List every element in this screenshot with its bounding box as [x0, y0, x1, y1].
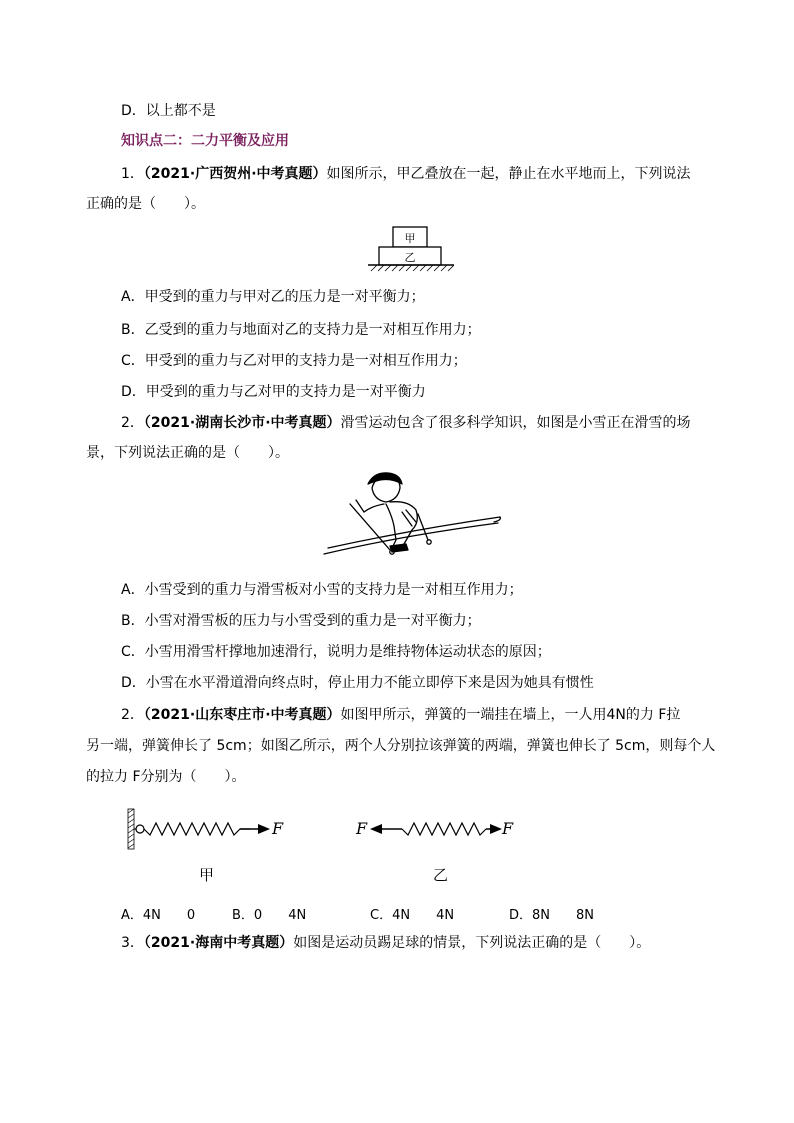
question-3-line-1	[121, 705, 680, 725]
ski-pole-2	[418, 514, 428, 540]
q2-option-d: D．小雪在水平滑道滑向终点时，停止用力不能立即停下来是因为她具有惯性	[121, 675, 594, 691]
question-text: 如图所示，甲乙叠放在一起，静止在水平地而上，下列说法	[326, 166, 691, 182]
question-source: （2021·山东枣庄市·中考真题）	[143, 707, 341, 723]
spring-two-way-figure	[352, 812, 522, 846]
q3-option-a: A．4N 0	[121, 908, 196, 923]
question-source: （2021·广西贺州·中考真题）	[143, 166, 327, 182]
stacked-blocks-figure	[368, 222, 454, 272]
question-2-line-1	[121, 413, 691, 433]
question-number: 3．	[121, 935, 144, 951]
figure-caption-jia: 甲	[199, 866, 215, 884]
question-text: 滑雪运动包含了很多科学知识，如图是小雪正在滑雪的场	[340, 415, 691, 431]
force-label: F	[272, 819, 284, 838]
q3-option-c: C．4N 4N	[370, 908, 455, 923]
pole-grip	[356, 500, 364, 512]
question-number: 1．	[121, 166, 144, 182]
q1-option-d: D．甲受到的重力与乙对甲的支持力是一对平衡力	[121, 384, 426, 400]
question-1-line-1	[121, 164, 691, 184]
q1-option-b: B．乙受到的重力与地面对乙的支持力是一对相互作用力；	[121, 322, 481, 338]
question-number: 2．	[121, 415, 144, 431]
force-label-right: F	[502, 819, 514, 838]
hook	[136, 825, 144, 833]
q2-option-c: C．小雪用滑雪杆撑地加速滑行，说明力是维持物体运动状态的原因；	[121, 644, 551, 660]
q3-option-b: B．0 4N	[232, 908, 307, 923]
ski-lower	[324, 523, 498, 554]
q1-option-c: C．甲受到的重力与乙对甲的支持力是一对相互作用力；	[121, 353, 467, 369]
q1-option-a: A．甲受到的重力与甲对乙的压力是一对平衡力；	[121, 289, 425, 305]
question-4-line-1	[121, 933, 650, 953]
question-1-line-2: 正确的是（ ）。	[86, 196, 205, 212]
block-label-top: 甲	[404, 232, 416, 245]
block-label-bottom: 乙	[404, 251, 416, 264]
force-label-left: F	[356, 819, 368, 838]
skier-stripes	[402, 510, 416, 526]
q2-option-a: A．小雪受到的重力与滑雪板对小雪的支持力是一对相互作用力；	[121, 582, 523, 598]
skier-hair	[368, 473, 402, 484]
question-number: 2．	[121, 707, 144, 723]
q2-option-b: B．小雪对滑雪板的压力与小雪受到的重力是一对平衡力；	[121, 613, 481, 629]
section-heading: 知识点二：二力平衡及应用	[121, 133, 289, 149]
spring	[144, 823, 250, 835]
q3-option-d: D．8N 8N	[509, 908, 595, 923]
question-source: （2021·湖南长沙市·中考真题）	[143, 415, 341, 431]
arrowhead-right	[490, 824, 502, 834]
question-3-line-2: 另一端，弹簧伸长了 5cm；如图乙所示，两个人分别拉该弹簧的两端，弹簧也伸长了 5cm，则每个人	[86, 738, 716, 754]
skier-boot	[390, 544, 408, 552]
pole-basket-2	[427, 540, 431, 544]
skier-figure	[320, 470, 504, 562]
spring-wall-figure	[124, 807, 290, 851]
question-text: 如图是运动员踢足球的情景，下列说法正确的是（ ）。	[293, 935, 651, 951]
skier-front	[386, 504, 396, 548]
skier-arm	[364, 504, 384, 512]
force-arrowhead	[258, 824, 270, 834]
figure-caption-yi: 乙	[433, 866, 449, 884]
question-2-line-2: 景，下列说法正确的是（ ）。	[86, 445, 289, 461]
spring-2	[402, 823, 486, 835]
ski-upper	[328, 517, 500, 548]
question-text: 如图甲所示，弹簧的一端挂在墙上，一人用4N的力 F拉	[340, 707, 681, 723]
ski-pole-1	[350, 504, 390, 550]
question-3-line-3: 的拉力 F分别为（ ）。	[86, 769, 246, 785]
question-source: （2021·海南中考真题）	[143, 935, 294, 951]
option-d-previous: D．以上都不是	[121, 103, 216, 119]
ground-hatch	[371, 265, 454, 271]
